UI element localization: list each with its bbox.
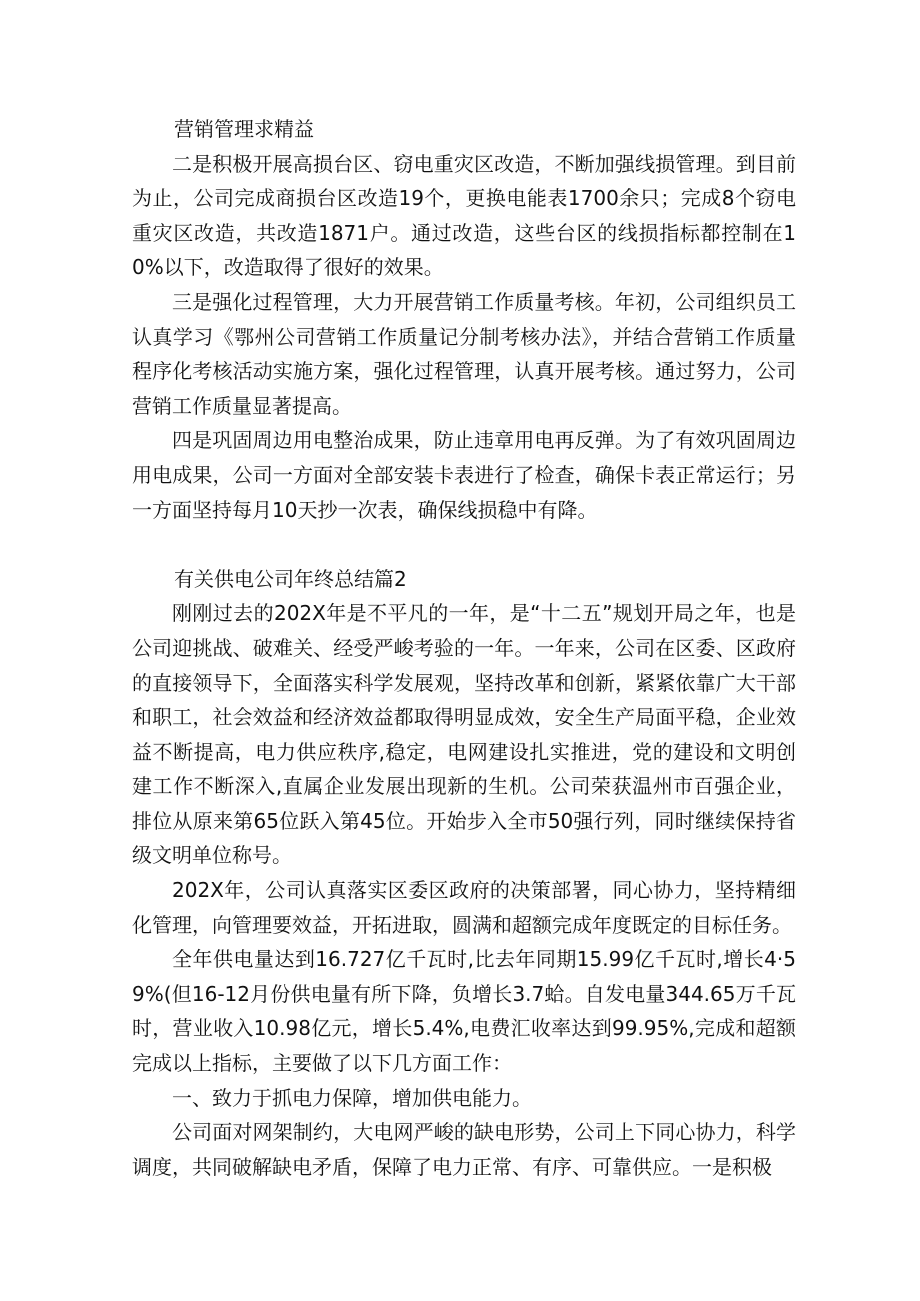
section-title: 有关供电公司年终总结篇2 (174, 566, 407, 591)
document-body (132, 112, 796, 1184)
paragraph: 三是强化过程管理，大力开展营销工作质量考核。年初，公司组织员工认真学习《鄂州公司营销工作质量记分制考核办法》，并结合营销工作质量程序化考核活动实施方案，强化过程管理，认真开展考核。通过努力，公司营销工作质量显著提高。 (132, 289, 796, 418)
paragraph: 四是巩固周边用电整治成果，防止违章用电再反弹。为了有效巩固周边用电成果，公司一方面对全部安装卡表进行了检查，确保卡表正常运行；另一方面坚持每月10天抄一次表，确保线损稳中有降。 (132, 428, 796, 522)
paragraph: 全年供电量达到16.727亿千瓦时,比去年同期15.99亿千瓦时,增长4·59%(但16-12月份供电量有所下降，负增长3.7蛤。自发电量344.65万千瓦时，营业收入10.98亿元，增长5.4%,电费汇收率达到99.95%,完成和超额完成以上指标，主要做了以下几方面工作： (132, 947, 796, 1076)
paragraph: 二是积极开展高损台区、窃电重灾区改造，不断加强线损管理。到目前为止，公司完成商损台区改造19个，更换电能表1700余只；完成8个窃电重灾区改造，共改造1871户。通过改造，这些台区的线损指标都控制在10%以下，改造取得了很好的效果。 (132, 151, 796, 280)
section-gap (132, 527, 796, 562)
paragraph: 公司面对网架制约，大电网严峻的缺电形势，公司上下同心协力，科学调度，共同破解缺电矛盾，保障了电力正常、有序、可靠供应。一是积极 (132, 1120, 796, 1179)
paragraph: 一、致力于抓电力保障，增加供电能力。 (172, 1085, 532, 1110)
paragraph: 202X年，公司认真落实区委区政府的决策部署，同心协力，坚持精细化管理，向管理要效益，开拓进取，圆满和超额完成年度既定的目标任务。 (132, 878, 796, 937)
section-title: 营销管理求精益 (174, 117, 314, 141)
paragraph: 刚刚过去的202X年是不平凡的一年，是“十二五”规划开局之年，也是公司迎挑战、破难关、经受严峻考验的一年。一年来，公司在区委、区政府的直接领导下，全面落实科学发展观，坚持改革和创新，紧紧依靠广大干部和职工，社会效益和经济效益都取得明显成效，安全生产局面平稳，企业效益不断提高，电力供应秩序,稳定，电网建设扎实推进，党的建设和文明创建工作不断深入,直属企业发展出现新的生机。公司荣获温州市百强企业，排位从原来第65位跃入第45位。开始步入全市50强行列，同时继续保持省级文明单位称号。 (132, 601, 796, 868)
